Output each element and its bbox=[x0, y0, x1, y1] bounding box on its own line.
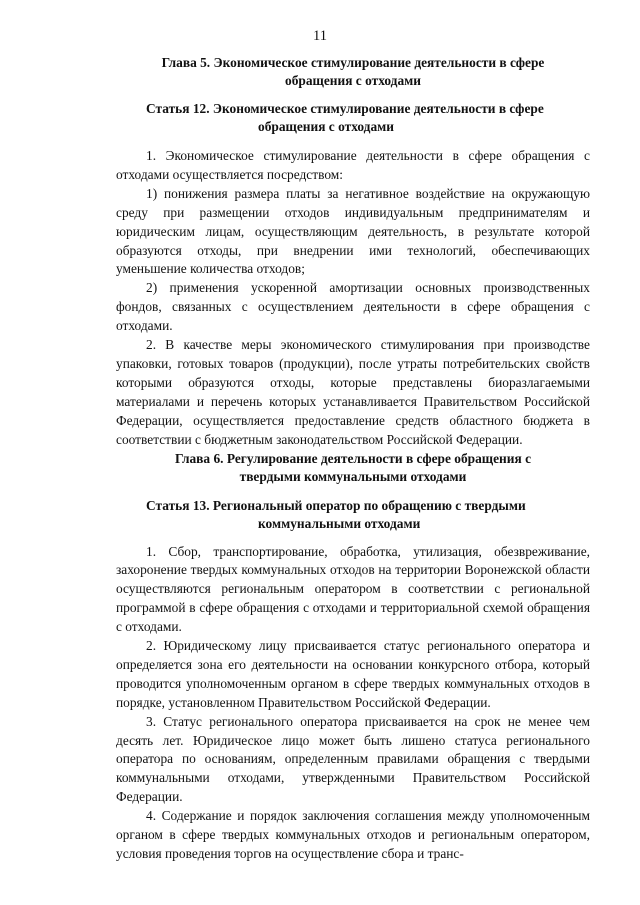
article-12-paragraph-1-item-2: 2) применения ускоренной амортизации основных производственных фондов, связанных с осуществлением деятельности в сфере обращения с отходами. bbox=[116, 280, 590, 334]
article-13-heading bbox=[116, 497, 590, 533]
article-12-paragraph-2: 2. В качестве меры экономического стимулирования при производстве упаковки, готовых товаров (продукции), после утраты потребительских свойств которыми образуются отходы, которые представлены биоразлагаемыми материалами и перечень которых устанавливается Правительством Российской Федерации, осуществляется предоставление средств областного бюджета в соответствии с бюджетным законодательством Российской Федерации. bbox=[116, 337, 590, 447]
article-12-title-line-1: Экономическое стимулирование деятельности в сфере bbox=[212, 101, 544, 116]
article-12-paragraph-1-item-1: 1) понижения размера платы за негативное воздействие на окружающую среду при размещении отходов индивидуальным предпринимателям и юридическим лицам, осуществляющим деятельность, в результате которой образуются отходы, при внедрении ими технологий, обеспечивающих уменьшение количества отходов; bbox=[116, 185, 590, 277]
article-13-title-line-1: Региональный оператор по обращению с твердыми bbox=[212, 497, 526, 513]
page-number: 11 bbox=[313, 28, 327, 44]
article-12-head-line bbox=[146, 100, 590, 118]
article-13-paragraph-2: 2. Юридическому лицу присваивается статус регионального оператора и определяется зона его деятельности на основании конкурсного отбора, который проводится уполномоченным органом в сфере твердых коммунальных отходов в порядке, установленном Правительством Российской Федерации. bbox=[116, 638, 590, 710]
document-body bbox=[116, 52, 590, 864]
article-13-paragraph-4: 4. Содержание и порядок заключения соглашения между уполномоченным органом в сфере твердых коммунальных отходов и региональным оператором, условия проведения торгов на осуществление сбора и транс- bbox=[116, 808, 590, 861]
article-12-heading bbox=[116, 100, 590, 136]
chapter-6-title bbox=[116, 450, 590, 486]
chapter-6-title-line-1: Глава 6. Регулирование деятельности в сфере обращения с bbox=[174, 450, 532, 466]
article-13-head-line bbox=[146, 497, 590, 515]
article-12-title-line-2: обращения с отходами bbox=[258, 119, 394, 134]
chapter-6-title-line-2: твердыми коммунальными отходами bbox=[239, 468, 467, 484]
chapter-5-title bbox=[116, 54, 590, 90]
chapter-5-title-line-2: обращения с отходами bbox=[285, 73, 421, 88]
article-12-label: Статья 12. bbox=[146, 101, 213, 116]
article-13-paragraph-3: 3. Статус регионального оператора присваивается на срок не менее чем десять лет. Юридическое лицо может быть лишено статуса регионального оператора по основаниям, определенным правилами обращения с твердыми коммунальными отходами, утвержденными Правительством Российской Федерации. bbox=[116, 713, 590, 805]
article-13-label: Статья 13. bbox=[146, 497, 213, 513]
chapter-5-title-line-1: Глава 5. Экономическое стимулирование деятельности в сфере bbox=[161, 55, 545, 70]
article-13-paragraph-1: 1. Сбор, транспортирование, обработка, утилизация, обезвреживание, захоронение твердых коммунальных отходов на территории Воронежской области осуществляются региональным оператором в соответствии с региональной программой в сфере обращения с отходами и территориальной схемой обращения с отходами. bbox=[116, 543, 590, 635]
article-12-paragraph-1: 1. Экономическое стимулирование деятельности в сфере обращения с отходами осуществляется посредством: bbox=[116, 148, 590, 182]
article-13-title-line-2: коммунальными отходами bbox=[258, 515, 421, 531]
